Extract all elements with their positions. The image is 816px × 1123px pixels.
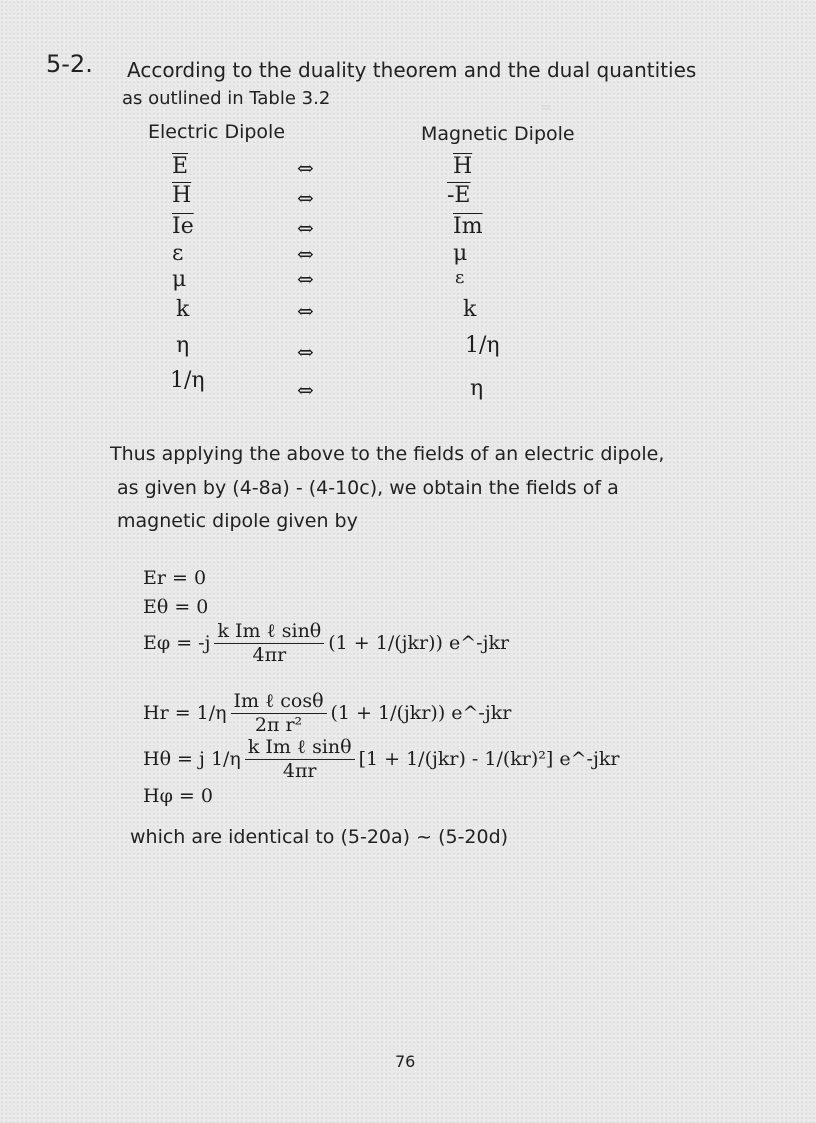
dual-arrow-icon: ⇔: [297, 340, 314, 364]
table-row-1-electric: $\overline{E}$: [172, 154, 189, 179]
equation-htheta-lhs: Hθ = j 1/η: [143, 748, 241, 770]
table-row-2-electric: $\overline{H}$: [172, 183, 192, 208]
equation-hr-lhs: Hr = 1/η: [143, 702, 227, 724]
table-row-7-magnetic: 1/η: [465, 333, 500, 358]
equation-htheta-denominator: 4πr: [282, 760, 317, 782]
paragraph-line-2: as given by (4-8a) - (4-10c), we obtain the fields of a: [117, 477, 619, 499]
equation-hr-tail: (1 + 1/(jkr)) e^-jkr: [330, 702, 512, 724]
electric-dipole-heading: Electric Dipole: [148, 121, 286, 143]
dual-arrow-icon: ⇔: [297, 156, 314, 180]
equation-hphi: Hφ = 0: [143, 785, 213, 807]
equation-hr-numerator: Im ℓ cosθ: [231, 690, 327, 714]
equation-ephi-numerator: k Im ℓ sinθ: [214, 620, 324, 644]
table-row-6-magnetic: k: [463, 297, 477, 322]
table-row-1-magnetic: $\overline{H}$: [453, 154, 473, 179]
equation-er: Er = 0: [143, 567, 207, 589]
equation-etheta: Eθ = 0: [143, 596, 209, 618]
conclusion-text: which are identical to (5-20a) ~ (5-20d): [130, 826, 509, 848]
paragraph-line-3: magnetic dipole given by: [117, 510, 358, 532]
dual-arrow-icon: ⇔: [297, 378, 314, 402]
table-row-5-magnetic: ε: [455, 267, 465, 288]
dual-arrow-icon: ⇔: [297, 267, 314, 291]
problem-number: 5-2.: [46, 50, 93, 78]
equation-hr-denominator: 2π r²: [254, 714, 303, 736]
page-number: 76: [395, 1052, 416, 1071]
dual-arrow-icon: ⇔: [297, 216, 314, 240]
paragraph-line-1: Thus applying the above to the fields of an electric dipole,: [110, 443, 665, 465]
equation-htheta-numerator: k Im ℓ sinθ: [245, 736, 355, 760]
table-row-8-magnetic: η: [470, 376, 484, 401]
equation-htheta-tail: [1 + 1/(jkr) - 1/(kr)²] e^-jkr: [358, 748, 620, 770]
equation-hr-fraction: [231, 690, 327, 736]
equation-ephi-fraction: [214, 620, 324, 666]
table-row-2-magnetic: -E: [447, 183, 471, 208]
equation-ephi-lhs: Eφ = -j: [143, 632, 211, 654]
equation-htheta-fraction: [245, 736, 355, 782]
table-row-3-electric: $\overline{Ie}$: [172, 214, 194, 239]
equation-ephi-tail: (1 + 1/(jkr)) e^-jkr: [328, 632, 510, 654]
table-row-6-electric: k: [176, 297, 190, 322]
table-row-4-magnetic: μ: [453, 241, 468, 266]
intro-line-2: as outlined in Table 3.2: [122, 88, 331, 109]
equation-hr: [143, 690, 511, 736]
intro-line-1: According to the duality theorem and the dual quantities: [127, 58, 697, 82]
table-row-8-electric: 1/η: [170, 368, 205, 393]
dual-arrow-icon: ⇔: [297, 242, 314, 266]
table-row-7-electric: η: [176, 333, 190, 358]
equation-ephi: [143, 620, 509, 666]
dual-arrow-icon: ⇔: [297, 186, 314, 210]
table-row-5-electric: μ: [172, 267, 187, 292]
table-row-4-electric: ε: [172, 241, 184, 266]
equation-htheta: [143, 736, 619, 782]
equation-ephi-denominator: 4πr: [252, 644, 287, 666]
magnetic-dipole-heading: Magnetic Dipole: [421, 123, 575, 145]
table-row-3-magnetic: $\overline{Im}$: [453, 214, 483, 239]
dual-arrow-icon: ⇔: [297, 299, 314, 323]
